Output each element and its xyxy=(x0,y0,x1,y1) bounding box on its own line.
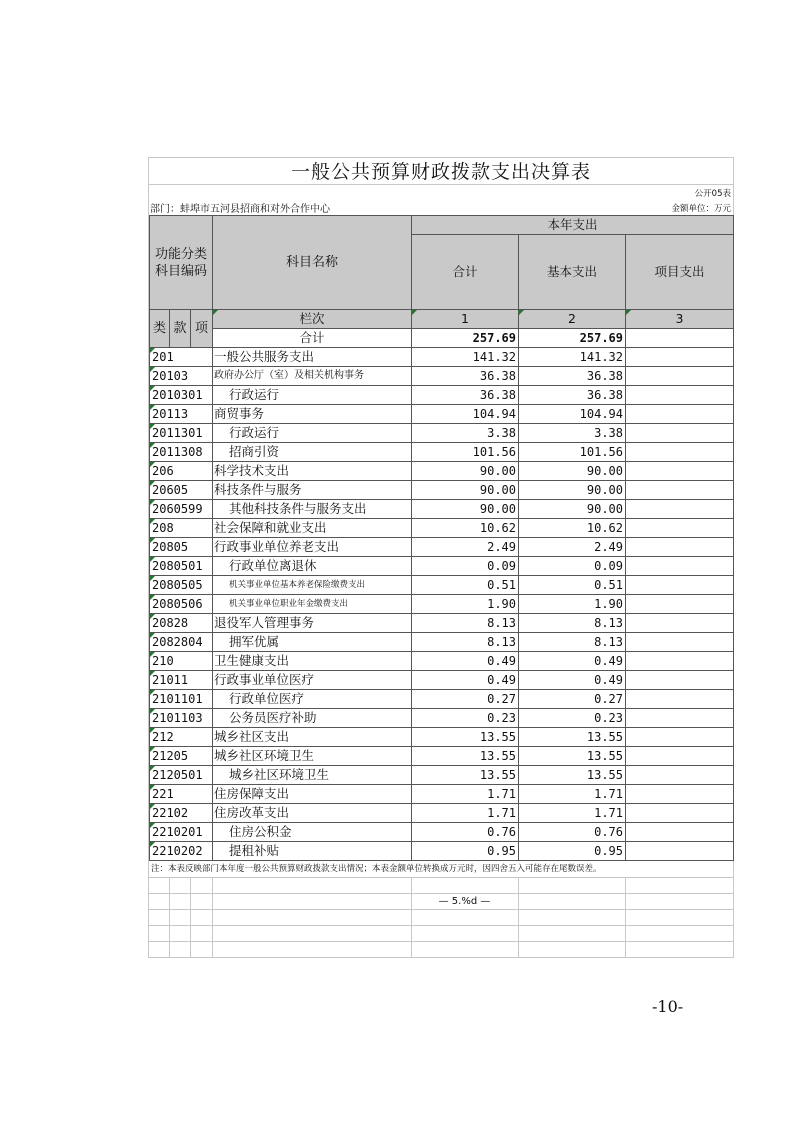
row-code: 20828 xyxy=(150,614,213,633)
row-total: 10.62 xyxy=(412,519,519,538)
row-name: 科技条件与服务 xyxy=(213,481,412,500)
grand-total-label: 合计 xyxy=(213,329,412,348)
row-basic: 36.38 xyxy=(519,367,626,386)
tail-row xyxy=(149,910,733,926)
col-3-number: 3 xyxy=(626,310,734,329)
row-basic: 13.55 xyxy=(519,766,626,785)
row-project xyxy=(626,405,734,424)
func-code-header xyxy=(150,216,213,310)
blank-tail-grid xyxy=(149,878,733,958)
row-basic: 90.00 xyxy=(519,462,626,481)
row-code: 2080501 xyxy=(150,557,213,576)
row-name: 卫生健康支出 xyxy=(213,652,412,671)
table-row xyxy=(150,519,734,538)
row-total: 36.38 xyxy=(412,386,519,405)
func-code-line2: 科目编码 xyxy=(154,263,207,279)
column-number-row xyxy=(150,310,734,329)
table-row xyxy=(150,348,734,367)
footer-placeholder: — 5.%d — xyxy=(411,894,518,910)
row-total: 36.38 xyxy=(412,367,519,386)
table-row xyxy=(150,652,734,671)
col-2-number: 2 xyxy=(519,310,626,329)
row-basic: 13.55 xyxy=(519,728,626,747)
row-total: 3.38 xyxy=(412,424,519,443)
row-basic: 36.38 xyxy=(519,386,626,405)
table-row xyxy=(150,576,734,595)
row-project xyxy=(626,804,734,823)
row-project xyxy=(626,443,734,462)
current-year-header: 本年支出 xyxy=(412,216,734,235)
row-code: 2011308 xyxy=(150,443,213,462)
table-row xyxy=(150,804,734,823)
table-row xyxy=(150,633,734,652)
row-total: 0.49 xyxy=(412,671,519,690)
row-name: 城乡社区环境卫生 xyxy=(213,747,412,766)
project-header: 项目支出 xyxy=(626,235,734,310)
form-code: 公开05表 xyxy=(694,189,731,199)
row-basic: 0.49 xyxy=(519,652,626,671)
row-total: 13.55 xyxy=(412,766,519,785)
table-row xyxy=(150,614,734,633)
row-project xyxy=(626,614,734,633)
table-row xyxy=(150,367,734,386)
row-code: 20113 xyxy=(150,405,213,424)
header-row-1 xyxy=(150,216,734,235)
table-row xyxy=(150,595,734,614)
row-basic: 0.95 xyxy=(519,842,626,861)
row-total: 2.49 xyxy=(412,538,519,557)
unit-label: 金额单位：万元 xyxy=(671,204,731,214)
row-code: 2082804 xyxy=(150,633,213,652)
row-code: 221 xyxy=(150,785,213,804)
tail-row xyxy=(149,942,733,958)
row-name: 社会保障和就业支出 xyxy=(213,519,412,538)
tail-row xyxy=(149,878,733,894)
row-total: 0.95 xyxy=(412,842,519,861)
lei-header: 类 xyxy=(150,310,170,348)
row-project xyxy=(626,671,734,690)
row-basic: 1.90 xyxy=(519,595,626,614)
row-project xyxy=(626,348,734,367)
row-basic: 0.76 xyxy=(519,823,626,842)
row-code: 2010301 xyxy=(150,386,213,405)
col-1-number: 1 xyxy=(412,310,519,329)
row-project xyxy=(626,367,734,386)
row-basic: 8.13 xyxy=(519,614,626,633)
department-label: 部门：蚌埠市五河县招商和对外合作中心 xyxy=(150,204,330,215)
grand-total-basic: 257.69 xyxy=(519,329,626,348)
row-code: 206 xyxy=(150,462,213,481)
table-row xyxy=(150,424,734,443)
row-project xyxy=(626,747,734,766)
table-row xyxy=(150,462,734,481)
row-name: 行政运行 xyxy=(213,386,412,405)
row-basic: 0.51 xyxy=(519,576,626,595)
table-row xyxy=(150,386,734,405)
row-name: 行政单位医疗 xyxy=(213,690,412,709)
row-project xyxy=(626,424,734,443)
table-row xyxy=(150,405,734,424)
tail-row xyxy=(149,926,733,942)
row-code: 20805 xyxy=(150,538,213,557)
row-basic: 1.71 xyxy=(519,785,626,804)
row-total: 90.00 xyxy=(412,481,519,500)
row-code: 21011 xyxy=(150,671,213,690)
row-code: 2011301 xyxy=(150,424,213,443)
row-project xyxy=(626,709,734,728)
table-row xyxy=(150,728,734,747)
budget-sheet xyxy=(148,157,734,958)
row-code: 208 xyxy=(150,519,213,538)
row-total: 1.71 xyxy=(412,785,519,804)
subject-name-header: 科目名称 xyxy=(213,216,412,310)
row-name: 其他科技条件与服务支出 xyxy=(213,500,412,519)
grand-total-project xyxy=(626,329,734,348)
row-total: 8.13 xyxy=(412,633,519,652)
row-basic: 101.56 xyxy=(519,443,626,462)
row-project xyxy=(626,842,734,861)
grand-total-amount: 257.69 xyxy=(412,329,519,348)
row-basic: 90.00 xyxy=(519,500,626,519)
page-number: -10- xyxy=(652,997,684,1016)
row-basic: 141.32 xyxy=(519,348,626,367)
row-project xyxy=(626,728,734,747)
row-total: 104.94 xyxy=(412,405,519,424)
row-name: 拥军优属 xyxy=(213,633,412,652)
row-basic: 3.38 xyxy=(519,424,626,443)
row-name: 行政事业单位养老支出 xyxy=(213,538,412,557)
row-basic: 2.49 xyxy=(519,538,626,557)
row-code: 2210201 xyxy=(150,823,213,842)
row-project xyxy=(626,519,734,538)
table-row xyxy=(150,671,734,690)
row-basic: 104.94 xyxy=(519,405,626,424)
row-project xyxy=(626,557,734,576)
row-code: 210 xyxy=(150,652,213,671)
table-note: 注：本表反映部门本年度一般公共预算财政拨款支出情况；本表金额单位转换成万元时，因四舍五入可能存在尾数误差。 xyxy=(149,861,733,878)
row-total: 0.09 xyxy=(412,557,519,576)
table-row xyxy=(150,481,734,500)
row-basic: 8.13 xyxy=(519,633,626,652)
row-name: 公务员医疗补助 xyxy=(213,709,412,728)
row-name: 科学技术支出 xyxy=(213,462,412,481)
row-total: 101.56 xyxy=(412,443,519,462)
row-project xyxy=(626,633,734,652)
row-total: 0.51 xyxy=(412,576,519,595)
department-line xyxy=(149,200,733,215)
row-project xyxy=(626,386,734,405)
row-project xyxy=(626,538,734,557)
row-total: 141.32 xyxy=(412,348,519,367)
row-project xyxy=(626,576,734,595)
row-project xyxy=(626,481,734,500)
column-no-label: 栏次 xyxy=(213,310,412,329)
row-name: 机关事业单位基本养老保险缴费支出 xyxy=(213,576,412,595)
row-name: 提租补贴 xyxy=(213,842,412,861)
row-name: 住房保障支出 xyxy=(213,785,412,804)
row-project xyxy=(626,595,734,614)
func-code-line1: 功能分类 xyxy=(154,246,207,262)
row-code: 20103 xyxy=(150,367,213,386)
row-name: 行政运行 xyxy=(213,424,412,443)
row-total: 0.49 xyxy=(412,652,519,671)
table-title: 一般公共预算财政拨款支出决算表 xyxy=(149,157,733,185)
table-row xyxy=(150,690,734,709)
row-project xyxy=(626,690,734,709)
row-total: 0.23 xyxy=(412,709,519,728)
table-row xyxy=(150,443,734,462)
row-basic: 13.55 xyxy=(519,747,626,766)
table-row xyxy=(150,842,734,861)
row-project xyxy=(626,652,734,671)
row-code: 20605 xyxy=(150,481,213,500)
row-total: 13.55 xyxy=(412,747,519,766)
row-name: 城乡社区环境卫生 xyxy=(213,766,412,785)
row-basic: 0.49 xyxy=(519,671,626,690)
row-name: 行政事业单位医疗 xyxy=(213,671,412,690)
row-total: 1.90 xyxy=(412,595,519,614)
row-code: 21205 xyxy=(150,747,213,766)
row-name: 商贸事务 xyxy=(213,405,412,424)
row-code: 2080505 xyxy=(150,576,213,595)
row-name: 政府办公厅（室）及相关机构事务 xyxy=(213,367,412,386)
row-code: 2101103 xyxy=(150,709,213,728)
row-project xyxy=(626,823,734,842)
form-code-line xyxy=(149,185,733,200)
total-header: 合计 xyxy=(412,235,519,310)
row-code: 2060599 xyxy=(150,500,213,519)
table-row xyxy=(150,709,734,728)
table-row xyxy=(150,823,734,842)
table-row xyxy=(150,500,734,519)
row-total: 8.13 xyxy=(412,614,519,633)
row-total: 1.71 xyxy=(412,804,519,823)
row-project xyxy=(626,766,734,785)
row-name: 一般公共服务支出 xyxy=(213,348,412,367)
table-row xyxy=(150,557,734,576)
row-code: 2210202 xyxy=(150,842,213,861)
table-row xyxy=(150,766,734,785)
row-basic: 0.23 xyxy=(519,709,626,728)
row-name: 招商引资 xyxy=(213,443,412,462)
table-row xyxy=(150,747,734,766)
kuan-header: 款 xyxy=(170,310,191,348)
row-project xyxy=(626,785,734,804)
row-code: 212 xyxy=(150,728,213,747)
row-basic: 0.27 xyxy=(519,690,626,709)
row-name: 机关事业单位职业年金缴费支出 xyxy=(213,595,412,614)
row-project xyxy=(626,500,734,519)
row-total: 90.00 xyxy=(412,462,519,481)
tail-row xyxy=(149,894,733,910)
row-code: 2080506 xyxy=(150,595,213,614)
row-name: 退役军人管理事务 xyxy=(213,614,412,633)
basic-header: 基本支出 xyxy=(519,235,626,310)
row-name: 城乡社区支出 xyxy=(213,728,412,747)
row-code: 201 xyxy=(150,348,213,367)
row-basic: 10.62 xyxy=(519,519,626,538)
row-code: 2101101 xyxy=(150,690,213,709)
row-name: 住房改革支出 xyxy=(213,804,412,823)
row-basic: 90.00 xyxy=(519,481,626,500)
grand-total-row xyxy=(150,329,734,348)
row-name: 住房公积金 xyxy=(213,823,412,842)
xiang-header: 项 xyxy=(191,310,213,348)
row-project xyxy=(626,462,734,481)
table-row xyxy=(150,785,734,804)
table-row xyxy=(150,538,734,557)
row-total: 0.76 xyxy=(412,823,519,842)
row-code: 2120501 xyxy=(150,766,213,785)
row-basic: 0.09 xyxy=(519,557,626,576)
row-code: 22102 xyxy=(150,804,213,823)
row-name: 行政单位离退休 xyxy=(213,557,412,576)
row-total: 13.55 xyxy=(412,728,519,747)
row-total: 0.27 xyxy=(412,690,519,709)
row-basic: 1.71 xyxy=(519,804,626,823)
expense-table xyxy=(149,215,734,861)
row-total: 90.00 xyxy=(412,500,519,519)
